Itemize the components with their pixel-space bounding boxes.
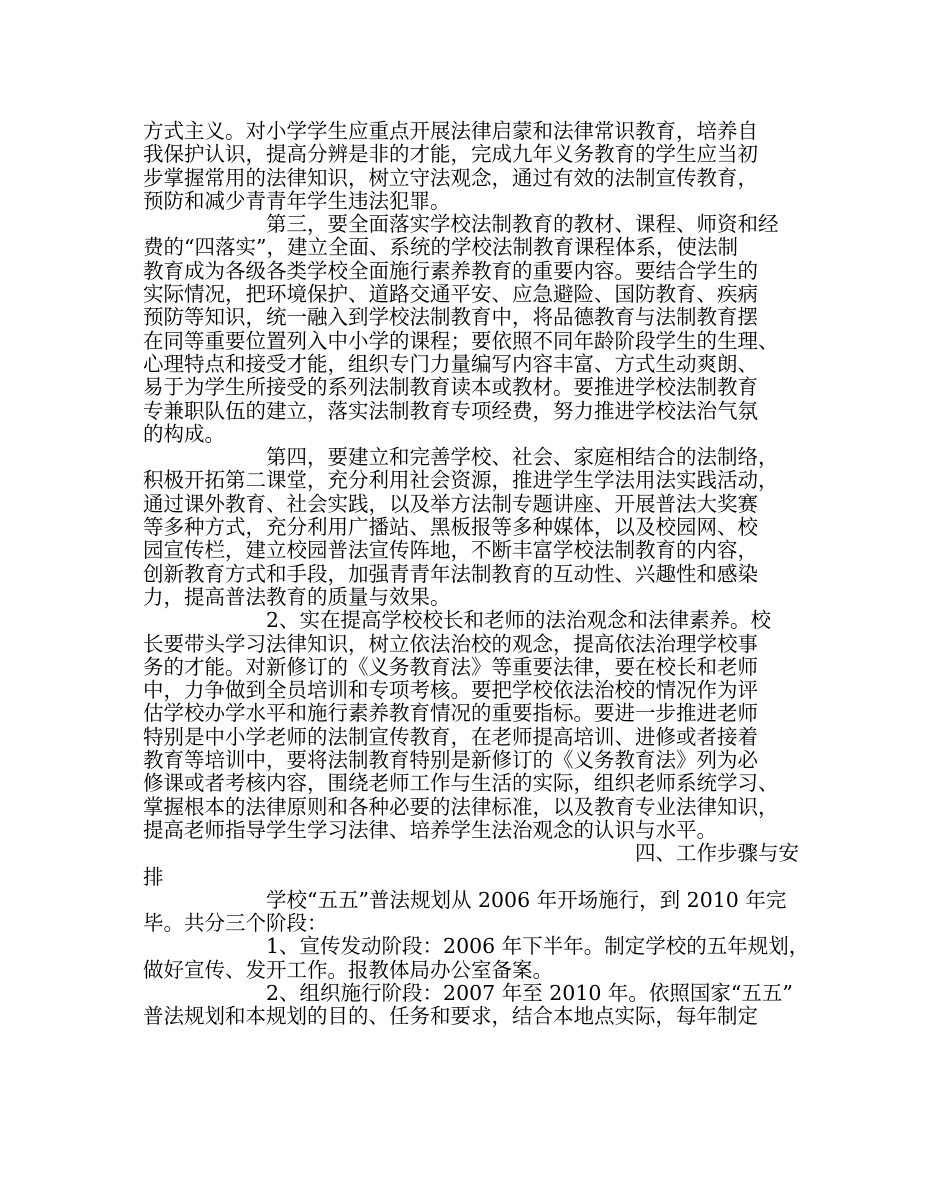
text-line: 教育成为各级各类学校全面施行素养教育的重要内容。要结合学生的 xyxy=(143,258,758,283)
text-line: 务的才能。对新修订的《义务教育法》等重要法律，要在校长和老师 xyxy=(143,654,758,679)
text-line: 估学校办学水平和施行素养教育情况的重要指标。要进一步推进老师 xyxy=(143,701,758,726)
body-text xyxy=(143,120,823,1029)
text-line: 学校“五五”普法规划从 2006 年开场施行，到 2010 年完 xyxy=(143,887,787,912)
text-line: 普法规划和本规划的目的、任务和要求，结合本地点实际，每年制定 xyxy=(143,1004,758,1029)
text-line: 方式主义。对小学学生应重点开展法律启蒙和法律常识教育，培养自 xyxy=(143,119,758,143)
text-line: 力，提高普法教育的质量与效果。 xyxy=(143,584,451,609)
text-line: 创新教育方式和手段，加强青青年法制教育的互动性、兴趣性和感染 xyxy=(143,561,758,586)
text-line: 步掌握常用的法律知识，树立守法观念，通过有效的法制宣传教育， xyxy=(143,165,758,190)
text-line: 费的“四落实”，建立全面、系统的学校法制教育课程体系，使法制 xyxy=(143,235,738,260)
text-line: 掌握根本的法律原则和各种必要的法律标准，以及教育专业法律知识， xyxy=(143,794,779,819)
text-line: 特别是中小学老师的法制宣传教育，在老师提高培训、进修或者接着 xyxy=(143,724,758,749)
text-line: 通过课外教育、社会实践，以及举方法制专题讲座、开展普法大奖赛 xyxy=(143,491,758,516)
text-line: 修课或者考核内容，围绕老师工作与生活的实际，组织老师系统学习、 xyxy=(143,771,779,796)
text-line: 我保护认识，提高分辨是非的才能，完成九年义务教育的学生应当初 xyxy=(143,142,758,167)
text-line: 长要带头学习法律知识，树立依法治校的观念，提高依法治理学校事 xyxy=(143,631,758,656)
text-line: 易于为学生所接受的系列法制教育读本或教材。要推进学校法制教育 xyxy=(143,375,758,400)
text-line: 预防等知识，统一融入到学校法制教育中，将品德教育与法制教育摆 xyxy=(143,305,758,330)
text-line: 四、工作步骤与安 xyxy=(143,841,799,866)
text-line: 园宣传栏，建立校园普法宣传阵地，不断丰富学校法制教育的内容， xyxy=(143,538,758,563)
text-line: 预防和减少青青年学生违法犯罪。 xyxy=(143,188,451,213)
text-line: 做好宣传、发开工作。报教体局办公室备案。 xyxy=(143,957,553,982)
text-line: 的构成。 xyxy=(143,421,225,446)
text-line: 在同等重要位置列入中小学的课程；要依照不同年龄阶段学生的生理、 xyxy=(143,328,779,353)
text-line: 2、组织施行阶段：2007 年至 2010 年。依照国家“五五” xyxy=(143,980,793,1005)
text-line: 心理特点和接受才能，组织专门力量编写内容丰富、方式生动爽朗、 xyxy=(143,351,758,376)
text-line: 2、实在提高学校校长和老师的法治观念和法律素养。校 xyxy=(143,608,772,633)
text-line: 提高老师指导学生学习法律、培养学生法治观念的认识与水平。 xyxy=(143,817,717,842)
text-line: 中，力争做到全员培训和专项考核。要把学校依法治校的情况作为评 xyxy=(143,678,758,703)
text-line: 等多种方式，充分利用广播站、黑板报等多种媒体，以及校园网、校 xyxy=(143,515,758,540)
text-line: 毕。共分三个阶段： xyxy=(143,911,328,936)
text-line: 排 xyxy=(143,864,164,889)
text-line: 教育等培训中，要将法制教育特别是新修订的《义务教育法》列为必 xyxy=(143,748,758,773)
text-line: 1、宣传发动阶段：2006 年下半年。制定学校的五年规划， xyxy=(143,934,810,959)
text-line: 实际情况，把环境保护、道路交通平安、应急避险、国防教育、疾病 xyxy=(143,282,758,307)
text-line: 专兼职队伍的建立，落实法制教育专项经费，努力推进学校法治气氛 xyxy=(143,398,758,423)
text-line: 第三，要全面落实学校法制教育的教材、课程、师资和经 xyxy=(143,212,779,237)
text-line: 积极开拓第二课堂，充分利用社会资源，推进学生学法用法实践活动， xyxy=(143,468,779,493)
text-line: 第四，要建立和完善学校、社会、家庭相结合的法制络， xyxy=(143,445,779,470)
